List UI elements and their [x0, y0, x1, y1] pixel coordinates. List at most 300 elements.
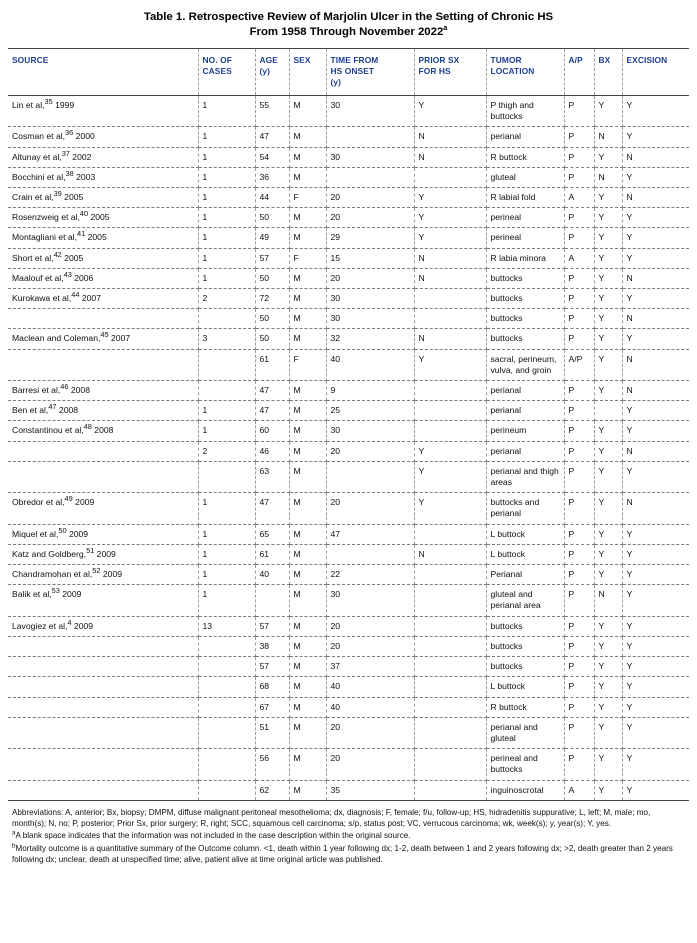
cell-cases [198, 309, 255, 329]
cell-age [255, 544, 289, 564]
cell-tumor [486, 96, 564, 127]
source-year: 2003 [73, 171, 96, 182]
cell-bx [594, 524, 622, 544]
cell-age-value: 49 [259, 232, 270, 243]
table-row [8, 208, 689, 228]
table-row [8, 248, 689, 268]
cell-prior [414, 749, 486, 780]
cell-source [8, 441, 198, 461]
table-row [8, 461, 689, 492]
cell-excision [622, 717, 689, 748]
cell-tumor-value: L buttock [490, 681, 526, 692]
cell-time [326, 544, 414, 564]
cell-tumor-value: perianal [490, 131, 522, 142]
cell-time-value: 35 [330, 784, 341, 795]
cell-age-value: 67 [259, 701, 270, 712]
cell-sex [289, 289, 326, 309]
cell-time-value: 20 [330, 192, 341, 203]
cell-ap [564, 697, 594, 717]
cell-bx [594, 349, 622, 380]
cell-prior [414, 524, 486, 544]
table-row [8, 585, 689, 616]
cell-source [8, 268, 198, 288]
table-header-row [8, 49, 689, 96]
cell-bx [594, 289, 622, 309]
cell-age [255, 780, 289, 800]
cell-ap-value: P [568, 620, 575, 631]
cell-prior [414, 188, 486, 208]
cell-tumor-value: buttocks [490, 293, 523, 304]
cell-sex [289, 349, 326, 380]
cell-bx-value: Y [598, 385, 605, 396]
cell-tumor [486, 329, 564, 349]
cell-bx-value: Y [598, 333, 605, 344]
cell-source [8, 248, 198, 268]
cell-tumor [486, 421, 564, 441]
column-header-ap [564, 49, 594, 96]
cell-cases [198, 524, 255, 544]
source-name: Chandramohan et al, [12, 569, 93, 580]
cell-sex [289, 524, 326, 544]
cell-tumor-value: buttocks [490, 640, 523, 651]
cell-excision-value: Y [626, 681, 633, 692]
cell-bx [594, 657, 622, 677]
column-header-excision [622, 49, 689, 96]
cell-ap [564, 717, 594, 748]
column-header-bx-label: BX [598, 55, 611, 65]
cell-cases-value: 13 [202, 620, 213, 631]
cell-bx-value: Y [598, 212, 605, 223]
table-row [8, 309, 689, 329]
table-row [8, 544, 689, 564]
cell-cases [198, 780, 255, 800]
cell-excision-value: Y [626, 640, 633, 651]
cell-prior [414, 329, 486, 349]
cell-prior [414, 228, 486, 248]
cell-source [8, 461, 198, 492]
cell-age-value: 57 [259, 661, 270, 672]
cell-bx [594, 616, 622, 636]
source-reference-superscript: 53 [51, 586, 60, 596]
cell-ap [564, 349, 594, 380]
source-reference-superscript: 52 [92, 566, 101, 576]
cell-cases [198, 461, 255, 492]
table-row [8, 636, 689, 656]
cell-tumor [486, 565, 564, 585]
cell-excision [622, 697, 689, 717]
source-year: 2005 [61, 252, 84, 263]
cell-sex-value: M [293, 212, 301, 223]
cell-prior [414, 349, 486, 380]
cell-excision [622, 524, 689, 544]
cell-excision [622, 188, 689, 208]
source-name: Crain et al, [12, 192, 54, 203]
cell-prior [414, 441, 486, 461]
cell-source [8, 493, 198, 524]
cell-prior [414, 544, 486, 564]
source-year: 2005 [88, 212, 110, 223]
cell-time [326, 96, 414, 127]
cell-tumor-value: perianal [490, 445, 522, 456]
cell-ap-value: P [568, 151, 575, 162]
cell-bx-value: Y [598, 620, 605, 631]
cell-excision [622, 268, 689, 288]
cell-prior [414, 248, 486, 268]
cell-cases-value: 1 [202, 100, 208, 110]
cell-excision-value: Y [626, 753, 633, 764]
cell-source [8, 565, 198, 585]
cell-sex-value: M [293, 548, 301, 559]
cell-age-value: 44 [259, 192, 270, 203]
source-year: 2005 [85, 232, 107, 243]
cell-excision [622, 248, 689, 268]
cell-tumor-value: perineal and buttocks [490, 753, 538, 775]
cell-age [255, 524, 289, 544]
cell-sex [289, 717, 326, 748]
cell-ap-value: P [568, 171, 575, 182]
cell-source [8, 636, 198, 656]
column-header-prior-line2: FOR HS [418, 66, 451, 76]
cell-tumor-value: buttocks [490, 333, 523, 344]
column-header-no-of-cases [198, 49, 255, 96]
column-header-sex [289, 49, 326, 96]
cell-tumor [486, 268, 564, 288]
table-title-line-1 [38, 10, 659, 25]
cell-age [255, 329, 289, 349]
cell-tumor-value: gluteal [490, 171, 516, 182]
cell-tumor-value: perineal [490, 212, 522, 223]
source-year: 2000 [73, 131, 95, 142]
cell-excision-value: N [626, 353, 633, 364]
cell-ap-value: P [568, 528, 575, 539]
cell-tumor [486, 697, 564, 717]
cell-time [326, 697, 414, 717]
cell-source [8, 717, 198, 748]
column-header-source [8, 49, 198, 96]
footnote-a [12, 830, 685, 842]
cell-tumor-value: perianal and thigh areas [490, 465, 559, 488]
cell-cases-value: 1 [202, 272, 208, 283]
cell-sex-value: M [293, 385, 301, 396]
table-row [8, 401, 689, 421]
cell-ap [564, 524, 594, 544]
cell-prior [414, 565, 486, 585]
cell-prior-value: Y [418, 232, 425, 243]
source-name: Rosenzweig et al, [12, 212, 80, 223]
cell-age [255, 697, 289, 717]
source-year: 2009 [59, 589, 82, 600]
cell-tumor-value: buttocks [490, 661, 523, 672]
cell-bx [594, 401, 622, 421]
cell-sex-value: M [293, 232, 301, 243]
cell-time-value: 20 [330, 640, 341, 651]
cell-tumor [486, 636, 564, 656]
cell-cases-value: 1 [202, 569, 208, 580]
cell-prior [414, 289, 486, 309]
cell-bx [594, 421, 622, 441]
cell-bx-value: Y [598, 192, 605, 203]
cell-ap [564, 616, 594, 636]
source-reference-superscript: 4 [67, 617, 72, 627]
table-row [8, 228, 689, 248]
column-header-tumor-line1: TUMOR [490, 55, 522, 65]
cell-sex-value: F [293, 252, 299, 263]
source-year: 1999 [52, 100, 75, 110]
cell-sex-value: M [293, 721, 301, 732]
cell-excision [622, 349, 689, 380]
source-year: 2008 [56, 405, 79, 416]
cell-bx-value: Y [598, 753, 605, 764]
cell-bx-value: Y [598, 232, 605, 243]
cell-bx [594, 309, 622, 329]
source-name: Lavogiez et al, [12, 620, 68, 631]
cell-time [326, 441, 414, 461]
cell-tumor [486, 717, 564, 748]
cell-tumor [486, 147, 564, 167]
cell-sex [289, 461, 326, 492]
table-row [8, 657, 689, 677]
source-reference-superscript: 41 [76, 229, 86, 239]
cell-sex-value: F [293, 192, 299, 203]
cell-cases-value: 1 [202, 171, 208, 182]
cell-time-value: 20 [330, 721, 341, 732]
cell-sex-value: M [293, 497, 301, 508]
cell-ap [564, 268, 594, 288]
cell-bx [594, 697, 622, 717]
cell-excision-value: Y [626, 212, 633, 223]
cell-excision-value: Y [626, 528, 633, 539]
cell-source [8, 401, 198, 421]
cell-age [255, 636, 289, 656]
cell-cases-value: 1 [202, 212, 208, 223]
cell-tumor [486, 188, 564, 208]
cell-bx-value: Y [598, 528, 605, 539]
source-year: 2009 [100, 569, 123, 580]
cell-excision [622, 544, 689, 564]
cell-prior-value: Y [418, 445, 425, 456]
source-name: Balik et al, [12, 589, 52, 600]
cell-bx-value: Y [598, 272, 605, 283]
cell-ap-value: P [568, 721, 575, 732]
source-year: 2002 [69, 151, 92, 162]
cell-age [255, 441, 289, 461]
cell-sex [289, 309, 326, 329]
cell-age [255, 461, 289, 492]
column-header-age-line2: (y) [259, 66, 271, 76]
cell-tumor [486, 616, 564, 636]
cell-excision-value: Y [626, 589, 633, 600]
cell-age [255, 96, 289, 127]
cell-time [326, 349, 414, 380]
cell-prior-value: Y [418, 212, 425, 223]
cell-ap-value: A [568, 784, 575, 795]
cell-age [255, 657, 289, 677]
cell-time-value: 29 [330, 232, 341, 243]
cell-bx-value: Y [598, 425, 605, 436]
cell-ap-value: P [568, 661, 575, 672]
cell-source [8, 657, 198, 677]
cell-sex-value: M [293, 100, 301, 110]
cell-ap-value: P [568, 313, 575, 324]
cell-cases [198, 329, 255, 349]
cell-time-value: 15 [330, 252, 341, 263]
cell-time-value: 30 [330, 100, 341, 110]
cell-age-value: 50 [259, 212, 270, 223]
cell-excision [622, 289, 689, 309]
table-row [8, 127, 689, 147]
table-row [8, 749, 689, 780]
cell-time [326, 208, 414, 228]
cell-prior [414, 127, 486, 147]
cell-bx [594, 441, 622, 461]
cell-ap-value: P [568, 212, 575, 223]
cell-cases [198, 585, 255, 616]
cell-tumor-value: perianal and gluteal [490, 721, 538, 743]
source-reference-superscript: 39 [53, 189, 62, 199]
cell-sex-value: M [293, 465, 301, 476]
source-reference-superscript: 37 [61, 148, 70, 158]
cell-age [255, 677, 289, 697]
cell-prior-value: Y [418, 497, 425, 508]
cell-time-value: 20 [330, 445, 341, 456]
cell-excision [622, 461, 689, 492]
cell-time [326, 524, 414, 544]
cell-source [8, 616, 198, 636]
cell-tumor [486, 309, 564, 329]
table-row [8, 268, 689, 288]
cell-tumor [486, 401, 564, 421]
cell-sex [289, 441, 326, 461]
cell-age-value: 55 [259, 100, 270, 110]
cell-age [255, 381, 289, 401]
cell-tumor-value: inguinoscrotal [490, 784, 544, 795]
cell-source [8, 381, 198, 401]
cell-source [8, 309, 198, 329]
cell-sex-value: M [293, 784, 301, 795]
cell-bx-value: Y [598, 353, 605, 364]
table-row [8, 524, 689, 544]
cell-time [326, 461, 414, 492]
cell-time [326, 381, 414, 401]
cell-tumor-value: sacral, perineum, vulva, and groin [490, 353, 557, 375]
cell-excision [622, 749, 689, 780]
column-header-age-line1: AGE [259, 55, 278, 65]
cell-sex-value: M [293, 640, 301, 651]
cell-prior-value: N [418, 333, 425, 344]
cell-bx-value: Y [598, 640, 605, 651]
cell-age-value: 72 [259, 293, 270, 304]
cell-sex [289, 697, 326, 717]
cell-ap [564, 147, 594, 167]
cell-age [255, 289, 289, 309]
cell-ap [564, 381, 594, 401]
cell-ap [564, 544, 594, 564]
table-row [8, 421, 689, 441]
cell-excision [622, 441, 689, 461]
cell-excision-value: Y [626, 701, 633, 712]
cell-sex [289, 147, 326, 167]
cell-excision-value: Y [626, 405, 633, 416]
cell-time [326, 309, 414, 329]
cell-source [8, 421, 198, 441]
cell-ap-value: P [568, 100, 575, 110]
column-header-time-line1: TIME FROM [330, 55, 379, 65]
cell-sex [289, 749, 326, 780]
cell-source [8, 289, 198, 309]
cell-prior [414, 309, 486, 329]
cell-bx-value: Y [598, 784, 605, 795]
cell-age-value: 63 [259, 465, 270, 476]
cell-time [326, 677, 414, 697]
cell-prior [414, 717, 486, 748]
source-reference-superscript: 51 [86, 546, 95, 556]
cell-time-value: 40 [330, 681, 341, 692]
source-reference-superscript: 43 [63, 269, 72, 279]
source-reference-superscript: 42 [53, 249, 62, 259]
column-header-cases-line1: NO. OF [202, 55, 232, 65]
column-header-age [255, 49, 289, 96]
cell-bx [594, 147, 622, 167]
cell-prior [414, 167, 486, 187]
cell-tumor [486, 248, 564, 268]
cell-ap [564, 127, 594, 147]
cell-bx-value: Y [598, 151, 605, 162]
cell-bx [594, 565, 622, 585]
cell-time [326, 565, 414, 585]
cell-ap-value: P [568, 131, 575, 142]
cell-cases-value: 1 [202, 151, 208, 162]
cell-excision [622, 421, 689, 441]
source-year: 2006 [71, 272, 94, 283]
cell-ap [564, 461, 594, 492]
cell-sex [289, 401, 326, 421]
cell-age-value: 46 [259, 445, 270, 456]
source-reference-superscript: 44 [71, 290, 80, 300]
table-row [8, 677, 689, 697]
cell-excision [622, 401, 689, 421]
cell-ap-value: P [568, 385, 575, 396]
cell-excision [622, 585, 689, 616]
cell-age [255, 749, 289, 780]
table-title-line-2 [38, 22, 659, 40]
cell-excision-value: Y [626, 569, 633, 580]
cell-cases [198, 96, 255, 127]
cell-time [326, 585, 414, 616]
source-year: 2009 [94, 548, 116, 559]
cell-excision [622, 381, 689, 401]
cell-bx-value: N [598, 589, 605, 600]
cell-ap [564, 585, 594, 616]
cell-source [8, 127, 198, 147]
cell-ap [564, 677, 594, 697]
cell-sex [289, 329, 326, 349]
column-header-cases-line2: CASES [202, 66, 232, 76]
cell-prior [414, 461, 486, 492]
cell-time-value: 20 [330, 272, 341, 283]
cell-time [326, 167, 414, 187]
source-name: Altunay et al, [12, 151, 62, 162]
cell-source [8, 208, 198, 228]
cell-time [326, 248, 414, 268]
cell-cases [198, 677, 255, 697]
cell-source [8, 147, 198, 167]
source-reference-superscript: 50 [58, 525, 67, 535]
cell-ap-value: P [568, 548, 575, 559]
cell-excision [622, 228, 689, 248]
column-header-bx [594, 49, 622, 96]
cell-bx-value: Y [598, 497, 605, 508]
table-row [8, 96, 689, 127]
